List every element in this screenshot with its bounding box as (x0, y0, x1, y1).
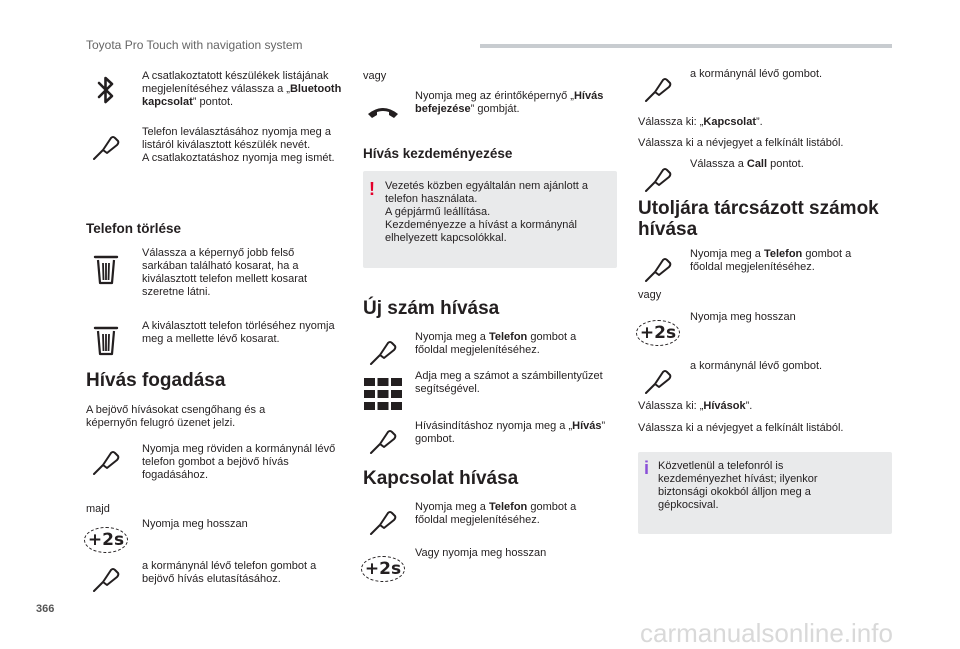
hangup-icon (363, 92, 403, 132)
press-icon (86, 560, 126, 600)
new-number-step-3-text: Hívásindításhoz nyomja meg a „Hívás” gombot. (415, 420, 606, 445)
or-label-2: vagy (638, 289, 662, 301)
select-from-list-2: Válassza ki a névjegyet a felkínált listából. (638, 422, 844, 434)
contact-heading: Kapcsolat hívása (363, 468, 519, 489)
delete-step-2-text: A kiválasztott telefon törléséhez nyomja meg a mellette lévő kosarat. (142, 320, 335, 345)
receive-intro: A bejövő hívásokat csengőhang és a képernyőn felugró üzenet jelzi. (86, 404, 266, 429)
info-icon: i (644, 458, 650, 478)
press-icon (86, 128, 126, 168)
page-number: 366 (36, 603, 55, 615)
info-box (638, 452, 892, 534)
receive-heading: Hívás fogadása (86, 370, 226, 391)
contact-step-2-text: Vagy nyomja meg hosszan (415, 547, 547, 559)
bluetooth-icon (86, 70, 126, 110)
press-icon (363, 503, 403, 543)
delete-heading: Telefon törlése (86, 221, 182, 236)
warning-box (363, 171, 617, 268)
bluetooth-text: A csatlakoztatott készülékek listájának megjelenítéséhez válassza a „Bluetooth kapcsolat” pontot. (142, 70, 342, 108)
recent-step-1-text: Nyomja meg a Telefon gombot a főoldal megjelenítéséhez. (690, 248, 852, 273)
trash-icon (86, 320, 126, 360)
warning-icon: ! (369, 179, 375, 199)
start-call-heading: Hívás kezdeményezése (363, 146, 513, 161)
select-from-list: Válassza ki a névjegyet a felkínált listából. (638, 137, 844, 149)
long-press-text: Nyomja meg hosszan (142, 518, 248, 530)
receive-step-1-text: Nyomja meg röviden a kormánynál lévő telefon gombot a bejövő hívás fogadásához. (142, 443, 336, 481)
reject-text: a kormánynál lévő telefon gombot a bejövő hívás elutasításához. (142, 560, 317, 585)
then-label: majd (86, 503, 110, 515)
select-calls: Válassza ki: „Hívások”. (638, 400, 753, 412)
warning-text: Vezetés közben egyáltalán nem ajánlott a telefon használata. A gépjármű leállítása. Kezdeményezze a hívást a kormánynál elhelyezett kapcsolókkal. (385, 180, 589, 244)
press-icon (86, 443, 126, 483)
press-icon (363, 422, 403, 462)
or-label: vagy (363, 70, 387, 82)
delete-step-1-text: Válassza a képernyő jobb felső sarkában található kosarat, ha a kiválasztott telefon mellett kosarat szeretne látni. (142, 247, 308, 298)
new-number-step-1-text: Nyomja meg a Telefon gombot a főoldal megjelenítéséhez. (415, 331, 577, 356)
long-press-glyph: +2s (84, 527, 128, 553)
call-text: Válassza a Call pontot. (690, 158, 804, 170)
running-header: Toyota Pro Touch with navigation system (86, 38, 303, 52)
press-icon (638, 70, 678, 110)
press-icon (638, 362, 678, 402)
new-number-heading: Új szám hívása (363, 298, 500, 319)
new-number-step-2-text: Adja meg a számot a számbillentyűzet segítségével. (415, 370, 603, 395)
info-text: Közvetlenül a telefonról is kezdeményezhet hívást; ilyenkor biztonsági okokból álljon meg a gépkocsival. (658, 460, 818, 511)
header-rule (480, 44, 892, 48)
end-call-text: Nyomja meg az érintőképernyő „Hívás befejezése” gombját. (415, 90, 604, 115)
press-icon (638, 250, 678, 290)
keypad-icon (363, 374, 403, 414)
press-icon (363, 333, 403, 373)
long-press-glyph: +2s (636, 320, 680, 346)
long-press-2s-icon (86, 520, 126, 560)
long-press-2s-icon (638, 313, 678, 353)
disconnect-text: Telefon leválasztásához nyomja meg a listáról kiválasztott készülék nevét. A csatlakoztatáshoz nyomja meg ismét. (142, 126, 335, 164)
steering-text: a kormánynál lévő gombot. (690, 68, 823, 80)
long-press-glyph: +2s (361, 556, 405, 582)
long-press-2s-icon (363, 549, 403, 589)
contact-step-1-text: Nyomja meg a Telefon gombot a főoldal megjelenítéséhez. (415, 501, 577, 526)
watermark: carmanualsonline.info (640, 618, 893, 648)
recent-heading: Utoljára tárcsázott számok hívása (638, 198, 879, 240)
recent-long-press-text: Nyomja meg hosszan (690, 311, 796, 323)
select-contact: Válassza ki: „Kapcsolat”. (638, 116, 763, 128)
press-icon (638, 160, 678, 200)
trash-icon (86, 249, 126, 289)
steering-text-2: a kormánynál lévő gombot. (690, 360, 823, 372)
